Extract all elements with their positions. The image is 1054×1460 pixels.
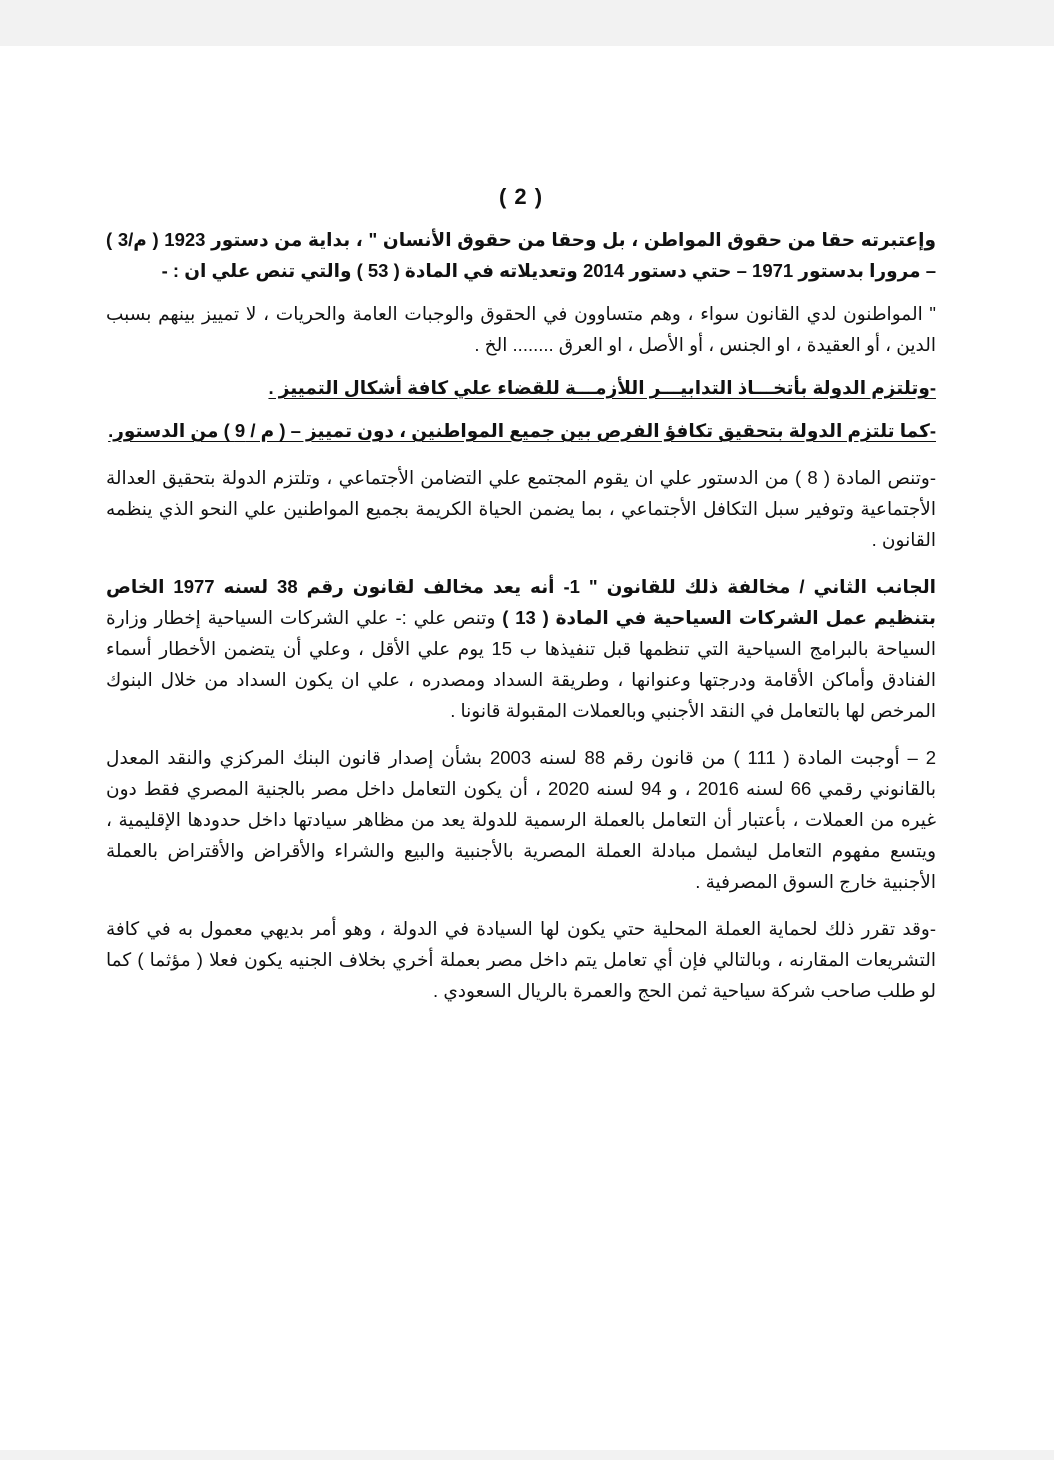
paragraph-constitution-history: وإعتبرته حقا من حقوق المواطن ، بل وحقا من حقوق الأنسان " ، بداية من دستور 1923 ( م/3 ) – مرورا بدستور 1971 – حتي دستور 2014 وتعديلاته في المادة ( 53 ) والتي تنص علي ان : -	[106, 229, 936, 281]
paragraph-equal-opportunity: -كما تلتزم الدولة بتحقيق تكافؤ الفرص بين جميع المواطنين ، دون تمييز – ( م / 9 ) من الدستور.	[108, 420, 936, 441]
paragraph-article-8: -وتنص المادة ( 8 ) من الدستور علي ان يقوم المجتمع علي التضامن الأجتماعي ، وتلتزم الدولة بتحقيق العدالة الأجتماعية وتوفير سبل التكافل الأجتماعي ، بما يضمن الحياة الكريمة بجميع المواطنين علي النحو الذي ينظمه القانون .	[106, 467, 936, 550]
paragraph-anti-discrimination: -وتلتزم الدولة بأتخـــاذ التدابيـــر اللأزمـــة للقضاء علي كافة أشكال التمييز .	[268, 377, 936, 398]
document-page	[0, 46, 1054, 1450]
paragraph-second-aspect	[106, 571, 936, 726]
second-aspect-text: وتنص علي :- علي الشركات السياحية إخطار وزارة السياحة بالبرامج السياحية التي تنظمها قبل تنفيذها ب 15 يوم علي الأقل ، وعلي أن يتضمن الأخطار أسماء الفنادق وأماكن الأقامة ودرجتها وعنوانها ، وطريقة السداد ومصدره ، علي ان يكون السداد من خلال البنوك المرخص لها بالتعامل في النقد الأجنبي وبالعملات المقبولة قانونا .	[106, 607, 937, 721]
paragraph-central-bank-law: 2 – أوجبت المادة ( 111 ) من قانون رقم 88 لسنه 2003 بشأن إصدار قانون البنك المركزي والنقد المعدل بالقانوني رقمي 66 لسنه 2016 ، و 94 لسنه 2020 ، أن يكون التعامل داخل مصر بالجنية المصري فقط دون غيره من العملات ، بأعتبار أن التعامل بالعملة الرسمية للدولة يعد من مظاهر سيادتها داخل حدودها الإقليمية ، ويتسع مفهوم التعامل ليشمل مبادلة العملة المصرية بالأجنبية والبيع والشراء والأقراض والأقتراض بالعملة الأجنبية خارج السوق المصرفية .	[106, 747, 937, 892]
second-aspect-heading: الجانب الثاني / مخالفة ذلك للقانون " 1- أنه يعد مخالف لقانون رقم 38 لسنه 1977 الخاص بتنظيم عمل الشركات السياحية في المادة ( 13 )	[106, 576, 937, 628]
document-body	[106, 184, 936, 1018]
paragraph-equality-quote: " المواطنون لدي القانون سواء ، وهم متساوون في الحقوق والوجبات العامة والحريات ، لا تمييز بينهم بسبب الدين ، أو العقيدة ، او الجنس ، أو الأصل ، او العرق ........ الخ .	[106, 303, 936, 355]
page-number: ( 2 )	[498, 184, 544, 209]
paragraph-currency-protection: -وقد تقرر ذلك لحماية العملة المحلية حتي يكون لها السيادة في الدولة ، وهو أمر بديهي معمول به في كافة التشريعات المقارنه ، وبالتالي فإن أي تعامل يتم داخل مصر بعملة أخري بخلاف الجنيه يكون فعلا ( مؤثما ) كما لو طلب صاحب شركة سياحية ثمن الحج والعمرة بالريال السعودي .	[106, 918, 936, 1001]
